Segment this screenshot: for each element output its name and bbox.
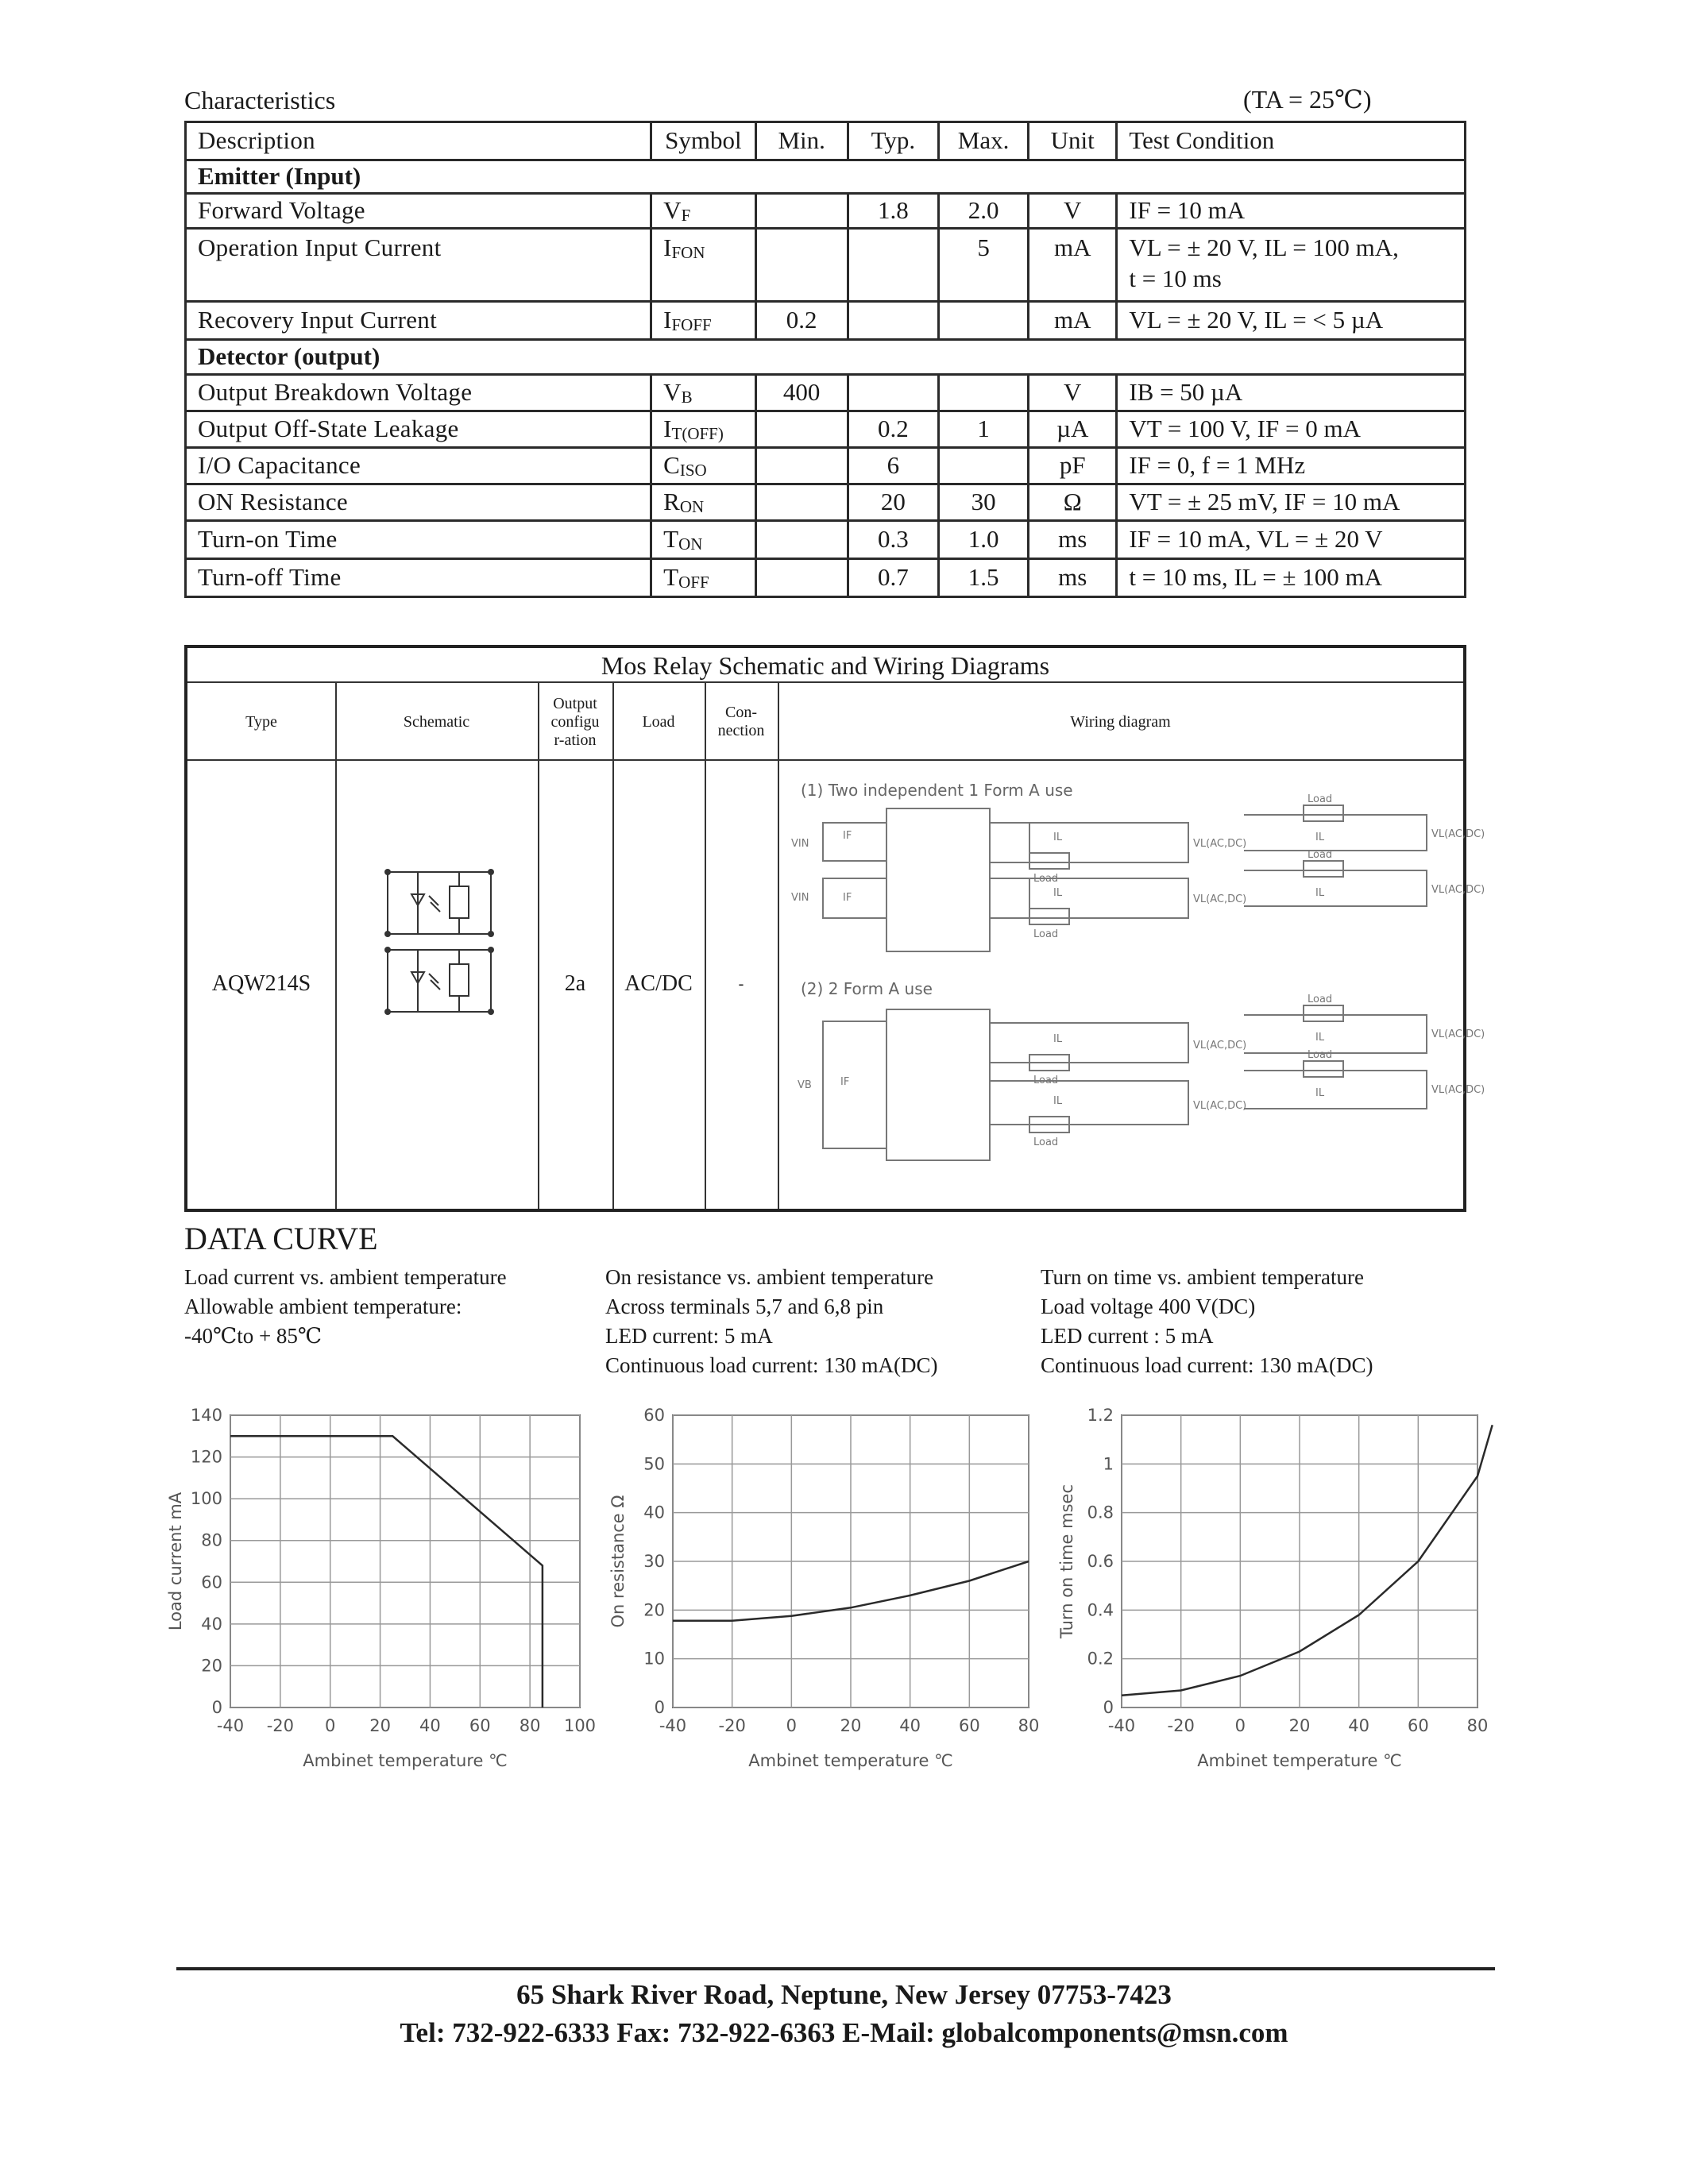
symbol-letter: T [663, 563, 679, 592]
series-line [230, 1436, 543, 1707]
test-condition-cell [1117, 229, 1466, 302]
vin-label: VIN [791, 892, 809, 904]
symbol-subscript: ON [679, 497, 705, 517]
x-tick-label: 40 [899, 1716, 921, 1735]
y-tick-label: 0.6 [1087, 1552, 1114, 1571]
header-max: Max. [938, 122, 1028, 160]
il-label: IL [1053, 1033, 1063, 1045]
y-tick-label: 30 [643, 1552, 665, 1571]
y-tick-label: 60 [201, 1572, 222, 1592]
vl-label: VL(AC,DC) [1193, 838, 1247, 850]
y-tick-label: 1 [1103, 1454, 1114, 1474]
header-test-condition: Test Condition [1117, 122, 1466, 160]
test-condition-cell [1117, 448, 1466, 484]
y-tick-label: 80 [201, 1530, 222, 1550]
max-cell [938, 375, 1028, 411]
il-label: IL [1315, 1087, 1325, 1099]
symbol-letter: T [663, 525, 679, 554]
symbol-subscript: OFF [678, 573, 709, 592]
caption-line: Continuous load current: 130 mA(DC) [1041, 1353, 1373, 1377]
typ-cell [848, 229, 938, 302]
load-label: Load [1308, 994, 1333, 1005]
turn-on-time-chart [1049, 1398, 1493, 1799]
section-emitter-label: Emitter (Input) [186, 160, 1466, 194]
symbol-subscript: FON [671, 243, 705, 262]
characteristics-table [184, 121, 1466, 598]
table-row-operation-input-current [186, 229, 1466, 302]
header-connection-line1: Con- [725, 704, 757, 721]
divider [335, 681, 337, 1209]
y-tick-label: 10 [643, 1649, 665, 1669]
unit-cell: mA [1029, 302, 1117, 340]
symbol-subscript: B [681, 388, 693, 407]
y-tick-label: 0.2 [1087, 1649, 1114, 1669]
y-tick-label: 100 [190, 1489, 222, 1509]
symbol-letter: V [663, 196, 682, 225]
y-axis-label: On resistance Ω [608, 1495, 628, 1628]
min-cell: 400 [755, 375, 848, 411]
x-tick-label: 100 [563, 1716, 597, 1735]
x-axis-label: Ambinet temperature ℃ [303, 1751, 508, 1770]
max-cell: 1.0 [938, 521, 1028, 559]
test-condition-line: t = 10 ms [1129, 264, 1222, 292]
load-label: Load [1308, 849, 1333, 861]
vl-label: VL(AC,DC) [1431, 884, 1485, 896]
min-cell [755, 484, 848, 521]
table-row-output-off-state-leakage [186, 411, 1466, 448]
caption-line: On resistance vs. ambient temperature [605, 1265, 934, 1289]
test-condition-cell [1117, 375, 1466, 411]
max-cell: 30 [938, 484, 1028, 521]
characteristics-title: Characteristics [184, 86, 336, 114]
footer-address: 65 Shark River Road, Neptune, New Jersey 07753-7423 [516, 1979, 1172, 2010]
symbol-letter: R [663, 488, 680, 516]
header-connection-line2: nection [717, 722, 765, 739]
symbol-subscript: ISO [679, 461, 707, 480]
if-label: IF [840, 1076, 850, 1088]
y-tick-label: 60 [643, 1406, 665, 1425]
wiring-diagram-drawing [791, 767, 1485, 1196]
on-resistance-chart-svg [600, 1398, 1045, 1795]
symbol-cell [651, 302, 755, 340]
vl-label: VL(AC,DC) [1431, 1084, 1485, 1096]
x-tick-label: -40 [659, 1716, 687, 1735]
x-tick-label: 80 [1018, 1716, 1040, 1735]
max-cell: 1 [938, 411, 1028, 448]
header-type: Type [245, 712, 277, 731]
load-label: Load [1033, 928, 1059, 940]
connection-value: - [738, 974, 744, 993]
vl-label: VL(AC,DC) [1431, 1028, 1485, 1040]
typ-cell: 0.3 [848, 521, 938, 559]
x-tick-label: -20 [1167, 1716, 1195, 1735]
section-detector-label: Detector (output) [186, 340, 1466, 375]
y-tick-label: 50 [643, 1454, 665, 1474]
chart-caption-on-resistance [605, 1263, 937, 1380]
y-axis-label: Load current mA [166, 1491, 185, 1631]
symbol-cell [651, 194, 755, 229]
test-condition-line: IF = 10 mA [1129, 196, 1246, 225]
vl-label: VL(AC,DC) [1431, 828, 1485, 840]
typ-cell: 6 [848, 448, 938, 484]
min-cell [755, 521, 848, 559]
symbol-letter: V [663, 378, 682, 407]
x-tick-label: -40 [1107, 1716, 1136, 1735]
symbol-letter: C [663, 451, 680, 480]
test-condition-line: VT = ± 25 mV, IF = 10 mA [1129, 488, 1400, 516]
test-condition-cell [1117, 411, 1466, 448]
description-cell: Operation Input Current [186, 229, 651, 302]
test-condition-line: IF = 0, f = 1 MHz [1129, 451, 1306, 480]
test-condition-line: VT = 100 V, IF = 0 mA [1129, 415, 1361, 443]
load-label: Load [1308, 1049, 1333, 1061]
header-typ: Typ. [848, 122, 938, 160]
symbol-cell [651, 411, 755, 448]
load-label: Load [1033, 1075, 1059, 1086]
y-tick-label: 140 [190, 1406, 222, 1425]
y-tick-label: 20 [643, 1600, 665, 1620]
y-axis-label: Turn on time msec [1057, 1484, 1076, 1639]
x-tick-label: 0 [1234, 1716, 1246, 1735]
description-cell: Forward Voltage [186, 194, 651, 229]
x-tick-label: 40 [419, 1716, 441, 1735]
x-tick-label: 20 [840, 1716, 862, 1735]
y-tick-label: 40 [201, 1614, 222, 1634]
y-tick-label: 20 [201, 1656, 222, 1676]
caption-line: LED current : 5 mA [1041, 1324, 1214, 1348]
header-load: Load [642, 712, 675, 731]
x-tick-label: 80 [1466, 1716, 1489, 1735]
test-condition-line: IB = 50 µA [1129, 378, 1243, 407]
symbol-cell [651, 484, 755, 521]
y-tick-label: 0 [211, 1698, 222, 1717]
plot-area [230, 1415, 580, 1707]
caption-line: Load current vs. ambient temperature [184, 1265, 507, 1289]
il-label: IL [1315, 1032, 1325, 1044]
il-label: IL [1053, 832, 1063, 843]
test-condition-line: VL = ± 20 V, IL = 100 mA, [1129, 233, 1399, 261]
turn-on-time-chart-svg [1049, 1398, 1493, 1795]
test-condition-cell [1117, 302, 1466, 340]
y-tick-label: 120 [190, 1447, 222, 1467]
section-row-detector [186, 340, 1466, 375]
x-tick-label: 40 [1348, 1716, 1370, 1735]
header-unit: Unit [1029, 122, 1117, 160]
vl-label: VL(AC,DC) [1193, 1100, 1247, 1112]
symbol-letter: I [663, 233, 672, 261]
header-output-configuration [538, 686, 612, 758]
divider [187, 681, 1463, 683]
table-row-recovery-input-current [186, 302, 1466, 340]
symbol-letter: I [663, 415, 672, 443]
min-cell [755, 229, 848, 302]
if-label: IF [843, 830, 852, 842]
test-condition-cell [1117, 521, 1466, 559]
header-schematic: Schematic [403, 712, 470, 731]
description-cell: Turn-on Time [186, 521, 651, 559]
min-cell [755, 411, 848, 448]
vl-label: VL(AC,DC) [1193, 893, 1247, 905]
unit-cell: ms [1029, 521, 1117, 559]
header-output-line3: r-ation [554, 731, 597, 749]
relay-type: AQW214S [211, 971, 311, 996]
header-wiring-diagram: Wiring diagram [1070, 712, 1171, 731]
table-row-forward-voltage [186, 194, 1466, 229]
il-label: IL [1053, 887, 1063, 899]
description-cell: Output Off-State Leakage [186, 411, 651, 448]
data-curve-title: DATA CURVE [184, 1221, 378, 1256]
typ-cell: 1.8 [848, 194, 938, 229]
wiring-use-1-label: (1) Two independent 1 Form A use [801, 781, 1073, 800]
description-cell: Output Breakdown Voltage [186, 375, 651, 411]
typ-cell [848, 302, 938, 340]
caption-line: Load voltage 400 V(DC) [1041, 1295, 1256, 1318]
x-tick-label: -20 [718, 1716, 746, 1735]
y-tick-label: 0.8 [1087, 1503, 1114, 1522]
caption-line: LED current: 5 mA [605, 1324, 773, 1348]
unit-cell: V [1029, 194, 1117, 229]
test-condition-cell [1117, 194, 1466, 229]
unit-cell: ms [1029, 559, 1117, 597]
x-tick-label: 60 [1407, 1716, 1429, 1735]
test-condition-cell [1117, 559, 1466, 597]
chart-caption-load-current [184, 1263, 507, 1351]
x-tick-label: -20 [266, 1716, 295, 1735]
symbol-subscript: F [681, 206, 691, 226]
vl-label: VL(AC,DC) [1193, 1040, 1247, 1051]
divider [187, 759, 1463, 761]
emitter-rows [186, 194, 1466, 340]
footer-divider [176, 1967, 1495, 1970]
header-output-line1: Output [553, 694, 597, 712]
header-symbol: Symbol [651, 122, 755, 160]
y-tick-label: 1.2 [1087, 1406, 1114, 1425]
unit-cell: µA [1029, 411, 1117, 448]
typ-cell: 20 [848, 484, 938, 521]
y-tick-label: 0 [654, 1698, 665, 1717]
description-cell: ON Resistance [186, 484, 651, 521]
x-tick-label: -40 [216, 1716, 245, 1735]
x-tick-label: 0 [325, 1716, 336, 1735]
load-current-chart-svg [151, 1398, 604, 1795]
il-label: IL [1053, 1095, 1063, 1107]
detector-rows [186, 375, 1466, 597]
test-condition-cell [1117, 484, 1466, 521]
wiring-table-title: Mos Relay Schematic and Wiring Diagrams [601, 651, 1050, 680]
symbol-cell [651, 559, 755, 597]
symbol-cell [651, 448, 755, 484]
header-min: Min. [755, 122, 848, 160]
typ-cell: 0.2 [848, 411, 938, 448]
divider [778, 681, 779, 1209]
description-cell: Recovery Input Current [186, 302, 651, 340]
table-row-on-resistance [186, 484, 1466, 521]
x-tick-label: 60 [469, 1716, 491, 1735]
x-tick-label: 80 [519, 1716, 541, 1735]
load-current-chart [151, 1398, 604, 1799]
min-cell: 0.2 [755, 302, 848, 340]
y-tick-label: 40 [643, 1503, 665, 1522]
description-cell: Turn-off Time [186, 559, 651, 597]
unit-cell: V [1029, 375, 1117, 411]
test-condition-line: IF = 10 mA, VL = ± 20 V [1129, 525, 1383, 554]
table-row-output-breakdown-voltage [186, 375, 1466, 411]
caption-line: Turn on time vs. ambient temperature [1041, 1265, 1364, 1289]
typ-cell: 0.7 [848, 559, 938, 597]
min-cell [755, 448, 848, 484]
relay-schematic-icon [370, 862, 505, 1021]
symbol-subscript: T(OFF) [671, 424, 724, 444]
symbol-cell [651, 375, 755, 411]
il-label: IL [1315, 832, 1325, 843]
if-label: IF [843, 892, 852, 904]
il-label: IL [1315, 887, 1325, 899]
vin-label: VIN [791, 838, 809, 850]
max-cell: 1.5 [938, 559, 1028, 597]
caption-line: Across terminals 5,7 and 6,8 pin [605, 1295, 884, 1318]
load-label: Load [1308, 793, 1333, 805]
max-cell: 5 [938, 229, 1028, 302]
load-label: Load [1033, 873, 1059, 885]
caption-line: Allowable ambient temperature: [184, 1295, 462, 1318]
x-tick-label: 0 [786, 1716, 798, 1735]
header-description: Description [186, 122, 651, 160]
x-tick-label: 60 [958, 1716, 980, 1735]
min-cell [755, 194, 848, 229]
table-row-turn-off-time [186, 559, 1466, 597]
symbol-subscript: ON [678, 534, 703, 554]
load-label: Load [1033, 1136, 1059, 1148]
max-cell: 2.0 [938, 194, 1028, 229]
symbol-cell [651, 229, 755, 302]
test-condition-line: VL = ± 20 V, IL = < 5 µA [1129, 306, 1384, 334]
caption-line: -40℃to + 85℃ [184, 1324, 323, 1348]
wiring-use-2-label: (2) 2 Form A use [801, 979, 933, 998]
symbol-cell [651, 521, 755, 559]
x-tick-label: 20 [1288, 1716, 1311, 1735]
wiring-diagram-table [184, 645, 1485, 1212]
table-header-row [186, 122, 1466, 160]
symbol-subscript: FOFF [671, 315, 712, 335]
table-row-io-capacitance [186, 448, 1466, 484]
output-configuration: 2a [564, 971, 586, 996]
unit-cell: Ω [1029, 484, 1117, 521]
max-cell [938, 448, 1028, 484]
vb-label: VB [798, 1079, 812, 1091]
caption-line: Continuous load current: 130 mA(DC) [605, 1353, 938, 1377]
table-row-turn-on-time [186, 521, 1466, 559]
min-cell [755, 559, 848, 597]
symbol-letter: I [663, 306, 672, 334]
header-output-line2: configu [550, 712, 600, 731]
load-type: AC/DC [624, 971, 693, 996]
ambient-temperature-note: (TA = 25℃) [1243, 85, 1372, 114]
max-cell [938, 302, 1028, 340]
section-row-emitter [186, 160, 1466, 194]
chart-caption-turn-on-time [1041, 1263, 1373, 1380]
x-axis-label: Ambinet temperature ℃ [748, 1751, 953, 1770]
unit-cell: pF [1029, 448, 1117, 484]
header-connection [705, 686, 778, 758]
y-tick-label: 0 [1103, 1698, 1114, 1717]
x-axis-label: Ambinet temperature ℃ [1197, 1751, 1402, 1770]
series-line [1122, 1425, 1493, 1695]
on-resistance-chart [600, 1398, 1045, 1799]
y-tick-label: 0.4 [1087, 1600, 1114, 1620]
unit-cell: mA [1029, 229, 1117, 302]
footer-contact: Tel: 732-922-6333 Fax: 732-922-6363 E-Mail: globalcomponents@msn.com [400, 2017, 1288, 2048]
test-condition-line: t = 10 ms, IL = ± 100 mA [1129, 563, 1382, 592]
description-cell: I/O Capacitance [186, 448, 651, 484]
x-tick-label: 20 [369, 1716, 391, 1735]
typ-cell [848, 375, 938, 411]
